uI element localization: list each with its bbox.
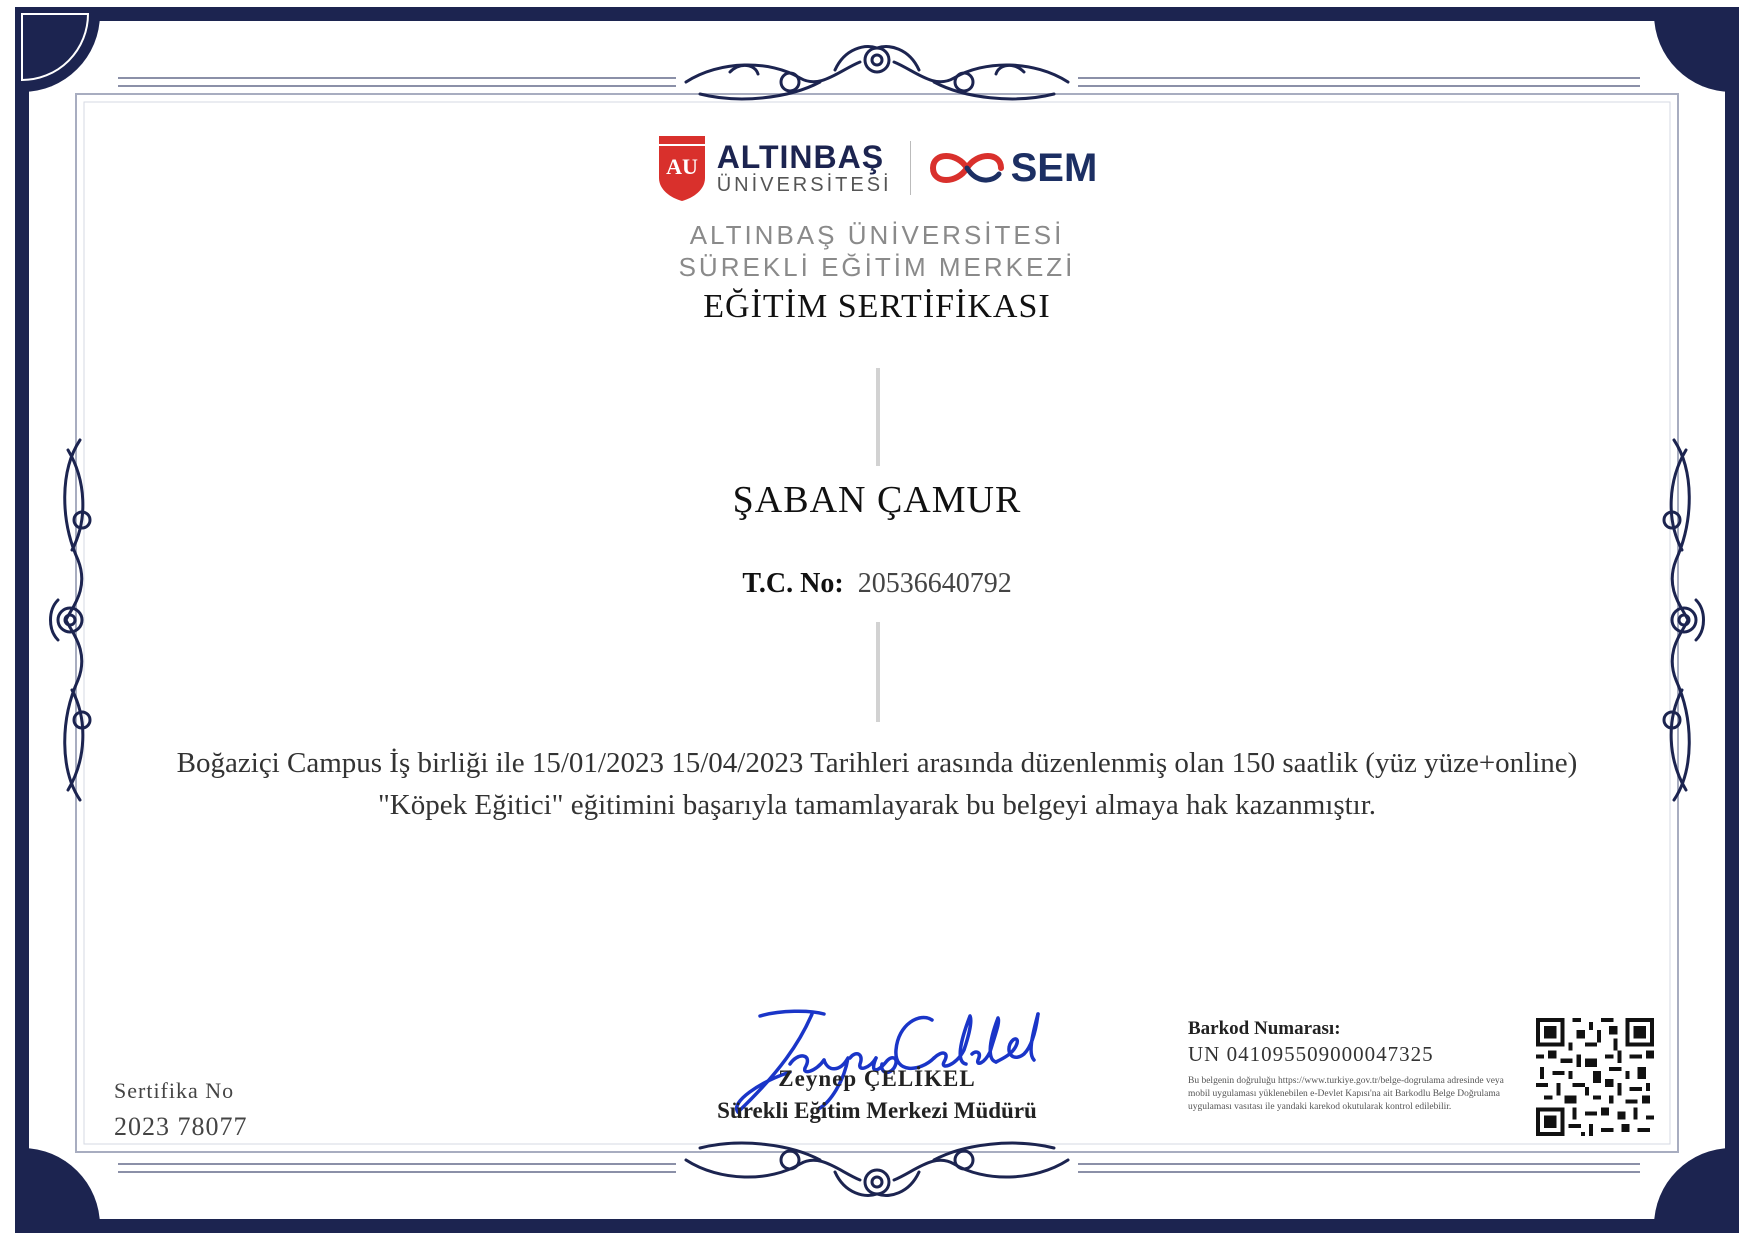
altinbas-logo — [657, 134, 892, 202]
certificate-title: EĞİTİM SERTİFİKASI — [703, 288, 1051, 325]
logo-divider — [910, 141, 911, 195]
divider-line-bottom — [876, 622, 880, 722]
org-name-line2: SÜREKLİ EĞİTİM MERKEZİ — [678, 252, 1076, 282]
barcode-label: Barkod Numarası: — [1188, 1018, 1341, 1039]
id-label: T.C. No: — [742, 568, 844, 599]
logo-au-line1: ALTINBAŞ — [716, 139, 885, 175]
sem-swirl-icon — [927, 146, 1007, 190]
logo-row — [0, 134, 1754, 202]
certificate-number-label: Sertifika No — [114, 1078, 235, 1103]
logo-sem-text: SEM — [1010, 145, 1098, 190]
university-shield-icon — [657, 134, 707, 202]
logo-au-line2: ÜNİVERSİTESİ — [716, 174, 892, 196]
signatory-name: Zeynep ÇELİKEL — [778, 1066, 976, 1091]
id-number-row — [0, 568, 1754, 600]
barcode-block — [1188, 1018, 1528, 1114]
id-number: 20536640792 — [857, 568, 1012, 599]
divider-line-top — [876, 368, 880, 466]
certificate-description: Boğaziçi Campus İş birliği ile 15/01/2023 15/04/2023 Tarihleri arasında düzenlenmiş olan 150 saatlik (yüz yüze+online) "Köpek Eğitici" eğitimini başarıyla tamamlayarak bu belgeyi almaya hak kazanmıştır. — [176, 747, 1578, 821]
barcode-number: UN 041095509000047325 — [1188, 1042, 1434, 1066]
certificate-number-value: 2023 78077 — [114, 1112, 248, 1141]
org-name-line1: ALTINBAŞ ÜNİVERSİTESİ — [689, 220, 1065, 250]
signatory-role: Sürekli Eğitim Merkezi Müdürü — [717, 1098, 1037, 1123]
barcode-disclaimer: Bu belgenin doğruluğu https://www.turkiye.gov.tr/belge-dogrulama adresinde veya mobil uygulaması yüklenebilen e-Devlet Kapısı'na ait Barkodlu Belge Doğrulama uygulaması vasıtası ile yandaki karekod okutularak kontrol edilebilir. — [1188, 1076, 1504, 1112]
sem-logo — [927, 146, 1098, 191]
qr-code-icon[interactable] — [1536, 1018, 1654, 1136]
svg-text:AU: AU — [665, 154, 698, 179]
recipient-name: ŞABAN ÇAMUR — [732, 479, 1022, 521]
